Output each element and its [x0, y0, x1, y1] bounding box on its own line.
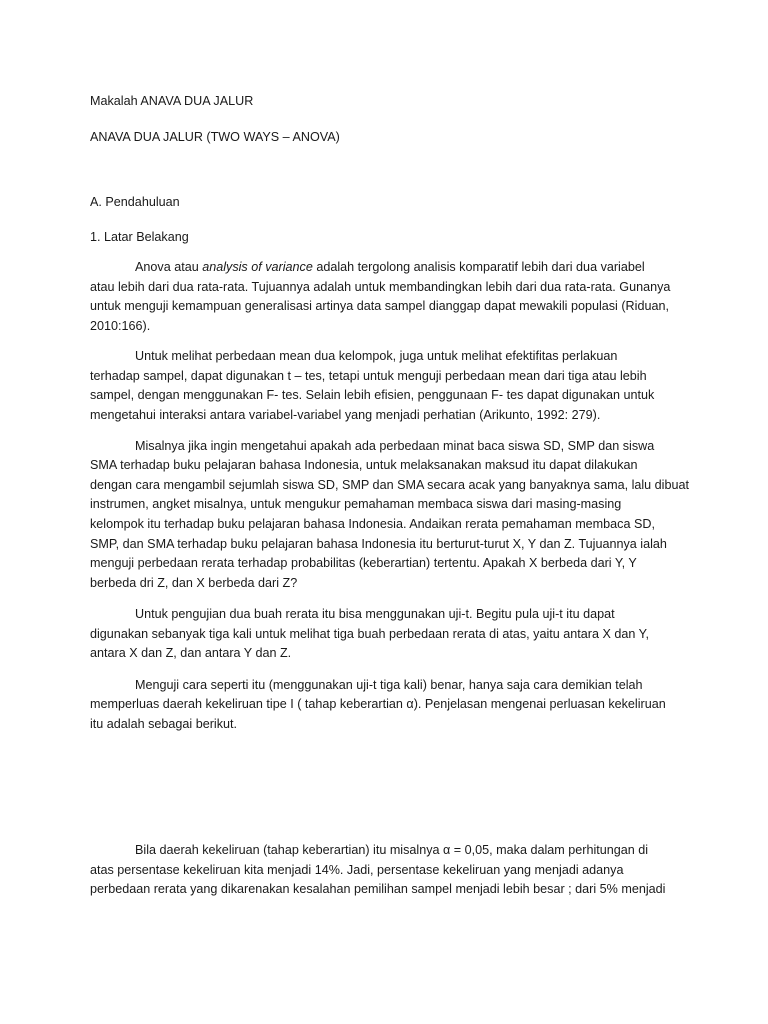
paragraph-3-line-7: menguji perbedaan rerata terhadap probabilitas (keberartian) tertentu. Apakah X berbeda dari Y, Y	[90, 556, 637, 570]
paragraph-3-line-6: SMP, dan SMA terhadap buku pelajaran bahasa Indonesia itu berturut-turut X, Y dan Z. Tujuannya ialah	[90, 537, 667, 551]
p1-text-a: Anova atau	[135, 260, 203, 274]
paragraph-3-line-2: SMA terhadap buku pelajaran bahasa Indonesia, untuk melaksanakan maksud itu dapat dilakukan	[90, 458, 638, 472]
paragraph-6-line-3: perbedaan rerata yang dikarenakan kesalahan pemilihan sampel menjadi lebih besar ; dari 5% menjadi	[90, 882, 666, 896]
paragraph-2-line-4: mengetahui interaksi antara variabel-variabel yang menjadi perhatian (Arikunto, 1992: 279).	[90, 408, 601, 422]
paragraph-3-line-3: dengan cara mengambil sejumlah siswa SD, SMP dan SMA secara acak yang banyaknya sama, lalu dibuat	[90, 478, 689, 492]
paragraph-2-line-1: Untuk melihat perbedaan mean dua kelompok, juga untuk melihat efektifitas perlakuan	[135, 349, 618, 363]
main-heading: ANAVA DUA JALUR (TWO WAYS – ANOVA)	[90, 130, 340, 144]
paragraph-3-line-4: instrumen, angket misalnya, untuk mengukur pemahaman membaca siswa dari masing-masing	[90, 497, 622, 511]
paragraph-3-line-8: berbeda dri Z, dan X berbeda dari Z?	[90, 576, 298, 590]
paragraph-6-line-2: atas persentase kekeliruan kita menjadi 14%. Jadi, persentase kekeliruan yang menjadi adanya	[90, 863, 624, 877]
paragraph-6-line-1: Bila daerah kekeliruan (tahap keberartian) itu misalnya α = 0,05, maka dalam perhitungan di	[135, 843, 649, 857]
paragraph-2-line-3: sampel, dengan menggunakan F- tes. Selain lebih efisien, penggunaan F- tes dapat digunakan untuk	[90, 388, 655, 402]
paragraph-5-line-3: itu adalah sebagai berikut.	[90, 717, 238, 731]
section-heading-pendahuluan: A. Pendahuluan	[90, 195, 180, 209]
document-title: Makalah ANAVA DUA JALUR	[90, 94, 254, 108]
paragraph-3-line-1: Misalnya jika ingin mengetahui apakah ada perbedaan minat baca siswa SD, SMP dan siswa	[135, 439, 655, 453]
paragraph-4-line-3: antara X dan Z, dan antara Y dan Z.	[90, 646, 292, 660]
paragraph-1-line-4: 2010:166).	[90, 319, 151, 333]
subsection-heading-latar-belakang: 1. Latar Belakang	[90, 230, 189, 244]
paragraph-4-line-2: digunakan sebanyak tiga kali untuk melihat tiga buah perbedaan rerata di atas, yaitu antara X dan Y,	[90, 627, 649, 641]
paragraph-1-line-1	[135, 258, 645, 278]
p1-text-b: adalah tergolong analisis komparatif lebih dari dua variabel	[312, 260, 645, 274]
p1-italic-term: analysis of variance	[202, 260, 313, 274]
paragraph-3-line-5: kelompok itu terhadap buku pelajaran bahasa Indonesia. Andaikan rerata pemahaman membaca SD,	[90, 517, 655, 531]
paragraph-5-line-1: Menguji cara seperti itu (menggunakan uji-t tiga kali) benar, hanya saja cara demikian telah	[135, 678, 643, 692]
paragraph-5-line-2: memperluas daerah kekeliruan tipe I ( tahap keberartian α). Penjelasan mengenai perluasan kekeliruan	[90, 697, 666, 711]
paragraph-1-line-2: atau lebih dari dua rata-rata. Tujuannya adalah untuk membandingkan lebih dari dua rata-rata. Gunanya	[90, 280, 671, 294]
paragraph-2-line-2: terhadap sampel, dapat digunakan t – tes, tetapi untuk menguji perbedaan mean dari tiga atau lebih	[90, 369, 647, 383]
paragraph-1-line-3: untuk menguji kemampuan generalisasi artinya data sampel dianggap dapat mewakili populasi (Riduan,	[90, 299, 669, 313]
paragraph-4-line-1: Untuk pengujian dua buah rerata itu bisa menggunakan uji-t. Begitu pula uji-t itu dapat	[135, 607, 615, 621]
